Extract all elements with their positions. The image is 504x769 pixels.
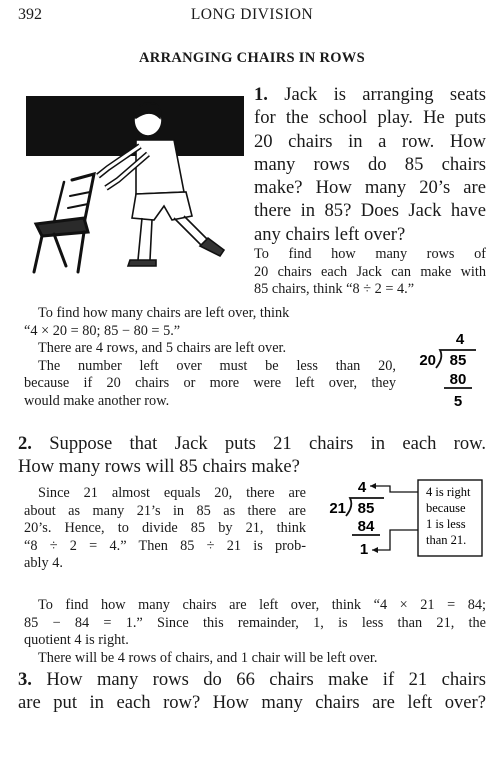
explain-line: Since 21 almost equals 20, there are	[38, 485, 306, 501]
explain-line: To find how many rows of	[254, 246, 486, 262]
problem-1-line: many rows do 85 chairs	[254, 153, 486, 175]
problem-1-line: make? How many 20’s are	[254, 177, 486, 199]
boy-arranging-chair-illustration	[24, 96, 246, 278]
problem-1-question	[254, 83, 486, 246]
long-division-85-by-21	[326, 478, 484, 562]
note-line: because	[426, 501, 466, 515]
problem-1-text: Jack is arranging seats	[284, 84, 486, 105]
problem-2-explanation	[24, 485, 306, 573]
explain-line: about as many 21’s in 85 as there are	[24, 502, 306, 519]
problem-1-line: 20 chairs in a row. How	[254, 130, 486, 152]
division-2-dividend: 85	[357, 500, 375, 517]
problem-1-line-1	[254, 83, 486, 106]
explain-line: There will be 4 rows of chairs, and 1 chair will be left over.	[38, 649, 378, 666]
division-1-dividend: 85	[449, 352, 467, 369]
problem-1-number: 1.	[254, 84, 268, 105]
explain-line: 20 chairs each Jack can make with	[254, 263, 486, 280]
problem-3-line-1	[18, 668, 486, 691]
division-1-divisor: 20	[419, 352, 436, 369]
problem-1-remainder-explanation	[24, 305, 396, 410]
explain-line: quotient 4 is right.	[24, 632, 129, 648]
explain-line: would make another row.	[24, 392, 170, 409]
problem-1-line: any chairs left over?	[254, 223, 406, 245]
problem-2-line-1	[18, 432, 486, 455]
long-division-85-by-20	[406, 328, 486, 412]
section-title: ARRANGING CHAIRS IN ROWS	[139, 50, 365, 66]
explain-line: 85 chairs, think “8 ÷ 2 = 4.”	[254, 281, 415, 297]
explain-line: The number left over must be less than 20,	[38, 357, 396, 374]
explain-line: To find how many chairs are left over, think	[38, 305, 290, 321]
problem-1-line: there in 85? Does Jack have	[254, 200, 486, 222]
division-2-arrow-bottom	[372, 530, 418, 550]
explain-line: There are 4 rows, and 5 chairs are left over.	[38, 340, 287, 356]
explain-line: 20’s. Hence, to divide 85 by 21, think	[24, 520, 306, 536]
page-number: 392	[18, 6, 42, 23]
explain-line: because if 20 chairs or more were left over, they	[24, 375, 396, 391]
problem-2-number: 2.	[18, 433, 32, 454]
division-2-remainder: 1	[359, 541, 369, 558]
explain-line: “4 × 20 = 80; 85 − 80 = 5.”	[24, 322, 181, 339]
running-head: LONG DIVISION	[190, 6, 314, 23]
division-2-product: 84	[357, 518, 375, 535]
division-1-quotient: 4	[455, 331, 465, 348]
note-line: than 21.	[426, 533, 467, 547]
explain-line: To find how many chairs are left over, think “4 × 21 = 84;	[38, 597, 486, 613]
explain-line: ably 4.	[24, 555, 63, 571]
problem-3-line: are put in each row? How many chairs are left over?	[18, 692, 486, 714]
problem-1-explanation	[254, 246, 486, 299]
problem-2-remainder-explanation	[24, 597, 486, 667]
problem-2-text: Suppose that Jack puts 21 chairs in each row.	[49, 433, 486, 454]
division-1-product: 80	[449, 371, 467, 388]
problem-3-text: How many rows do 66 chairs make if 21 chairs	[46, 669, 486, 690]
division-2-divisor: 21	[329, 500, 346, 517]
problem-1-line: for the school play. He puts	[254, 107, 486, 129]
division-2-quotient: 4	[357, 479, 367, 496]
explain-line: “8 ÷ 2 = 4.” Then 85 ÷ 21 is prob-	[24, 537, 306, 554]
division-1-remainder: 5	[453, 393, 463, 410]
chair-drawing	[34, 174, 94, 272]
problem-3-number: 3.	[18, 669, 32, 690]
note-line: 1 is less	[426, 517, 466, 531]
note-line: 4 is right	[426, 485, 471, 499]
explain-line: 85 − 84 = 1.” Since this remainder, 1, is less than 21, the	[24, 614, 486, 631]
problem-2-question	[18, 432, 486, 479]
problem-2-line: How many rows will 85 chairs make?	[18, 456, 300, 478]
problem-3-question	[18, 668, 486, 715]
division-2-arrow-top	[370, 486, 418, 492]
